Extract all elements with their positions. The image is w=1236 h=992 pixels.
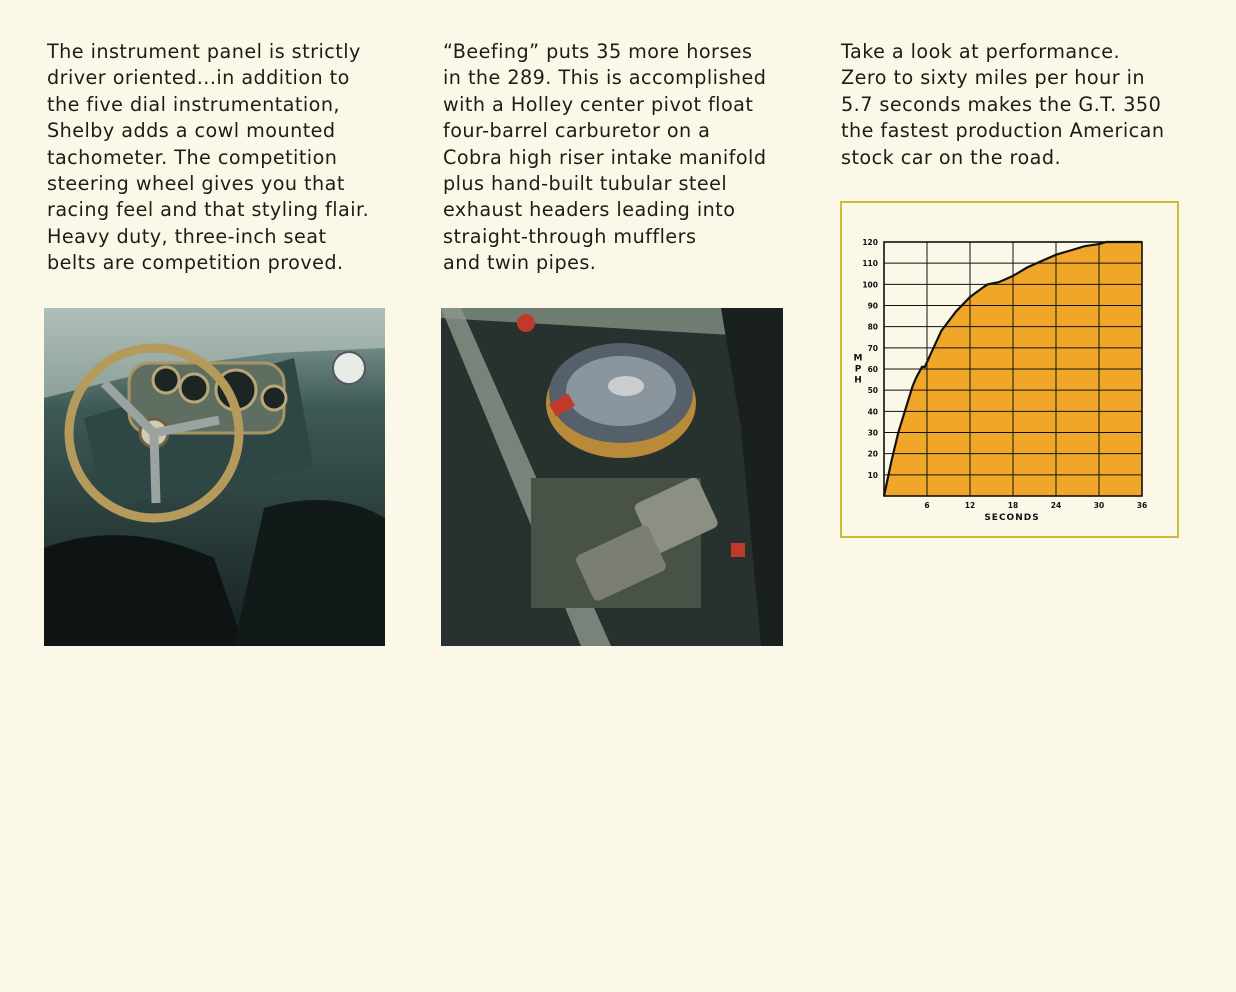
- column-2-text: [443, 39, 766, 277]
- x-tick-label: 18: [1007, 501, 1019, 510]
- y-tick-label: 80: [867, 322, 878, 332]
- y-tick-label: 60: [867, 365, 878, 374]
- text-line: tachometer. The competition: [47, 145, 338, 169]
- text-line: “Beefing” puts 35 more horses: [443, 40, 753, 63]
- y-tick-label: 20: [867, 449, 878, 459]
- text-line: Zero to sixty miles per hour in: [841, 66, 1145, 90]
- column-1-text: [47, 39, 369, 277]
- chart-svg: [842, 203, 1177, 536]
- x-tick-label: 30: [1093, 501, 1105, 510]
- text-line: plus hand-built tubular steel: [443, 172, 728, 196]
- y-tick-label: 110: [862, 259, 878, 269]
- column-3-text: [841, 39, 1164, 171]
- text-line: straight-through mufflers: [443, 224, 697, 248]
- text-line: in the 289. This is accomplished: [443, 66, 767, 90]
- text-line: four-barrel carburetor on a: [443, 119, 711, 143]
- text-line: with a Holley center pivot float: [443, 92, 754, 116]
- y-tick-label: 90: [867, 301, 878, 311]
- y-tick-label: 30: [867, 428, 878, 438]
- y-tick-label: 40: [867, 407, 878, 417]
- x-axis-label: SECONDS: [984, 513, 1040, 523]
- x-tick-label: 36: [1136, 501, 1148, 510]
- y-tick-label: 50: [867, 386, 878, 396]
- text-line: the fastest production American: [841, 119, 1165, 143]
- performance-chart: [840, 201, 1179, 538]
- text-line: Heavy duty, three-inch seat: [47, 224, 327, 248]
- text-line: exhaust headers leading into: [443, 198, 736, 222]
- x-tick-label: 6: [924, 501, 930, 510]
- text-line: Cobra high riser intake manifold: [443, 145, 767, 169]
- y-tick-label: 100: [862, 280, 878, 290]
- y-tick-label: 70: [867, 343, 878, 353]
- text-line: racing feel and that styling flair.: [47, 198, 370, 222]
- text-line: stock car on the road.: [841, 145, 1062, 169]
- text-line: Shelby adds a cowl mounted: [47, 119, 336, 143]
- text-line: driver oriented...in addition to: [47, 66, 350, 90]
- y-tick-label: 120: [862, 238, 878, 247]
- engine-photo: [441, 308, 783, 646]
- dashboard-photo: [44, 308, 385, 646]
- x-tick-label: 24: [1050, 501, 1062, 510]
- text-line: Take a look at performance.: [841, 40, 1121, 63]
- text-line: belts are competition proved.: [47, 251, 344, 275]
- text-line: The instrument panel is strictly: [47, 40, 361, 63]
- text-line: and twin pipes.: [443, 251, 597, 275]
- y-tick-label: 10: [867, 470, 878, 480]
- y-axis-label: M P H: [853, 353, 863, 386]
- text-line: steering wheel gives you that: [47, 172, 345, 196]
- text-line: 5.7 seconds makes the G.T. 350: [841, 92, 1162, 116]
- text-line: the five dial instrumentation,: [47, 92, 340, 116]
- x-tick-label: 12: [964, 501, 976, 510]
